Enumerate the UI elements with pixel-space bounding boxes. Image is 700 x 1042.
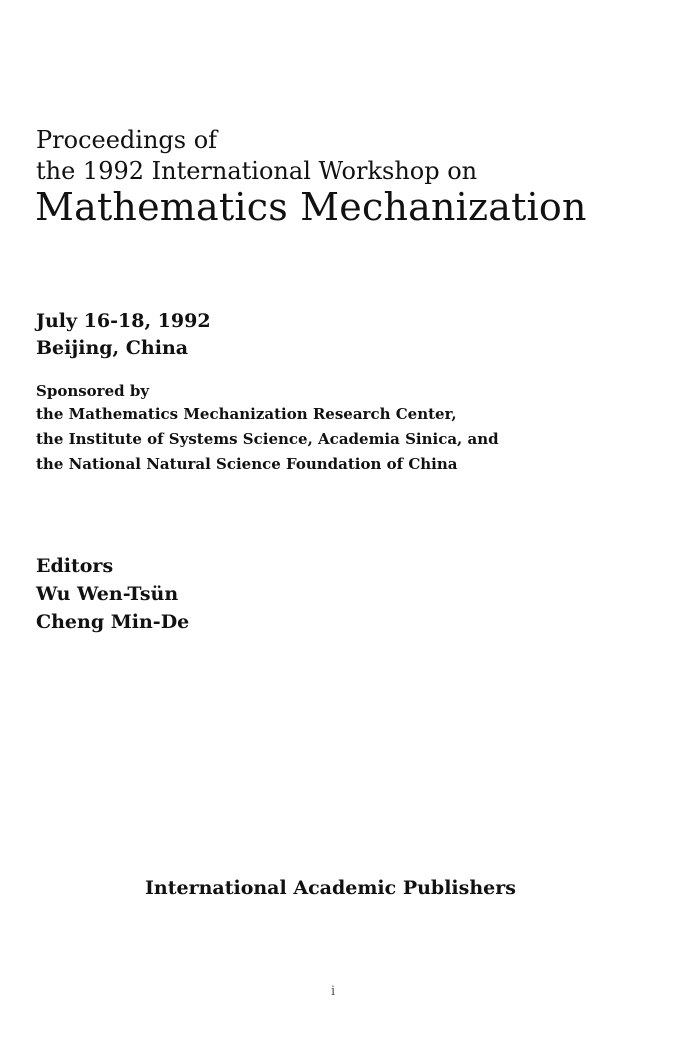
event-place: Beijing, China	[36, 337, 189, 359]
event-date: July 16-18, 1992	[36, 310, 211, 332]
editor-name: Wu Wen-Tsün	[36, 583, 179, 605]
publisher-name: International Academic Publishers	[145, 877, 516, 899]
editors-label: Editors	[36, 555, 114, 577]
page-number: i	[331, 984, 336, 999]
sponsored-by-label: Sponsored by	[36, 382, 150, 400]
sponsor-line: the Mathematics Mechanization Research Center,	[36, 405, 457, 423]
sponsor-line: the Institute of Systems Science, Academia Sinica, and	[36, 430, 499, 448]
workshop-line: the 1992 International Workshop on	[36, 157, 478, 185]
sponsor-line: the National Natural Science Foundation of China	[36, 455, 458, 473]
book-title: Mathematics Mechanization	[35, 185, 587, 229]
proceedings-line: Proceedings of	[36, 126, 218, 154]
editor-name: Cheng Min-De	[36, 611, 190, 633]
